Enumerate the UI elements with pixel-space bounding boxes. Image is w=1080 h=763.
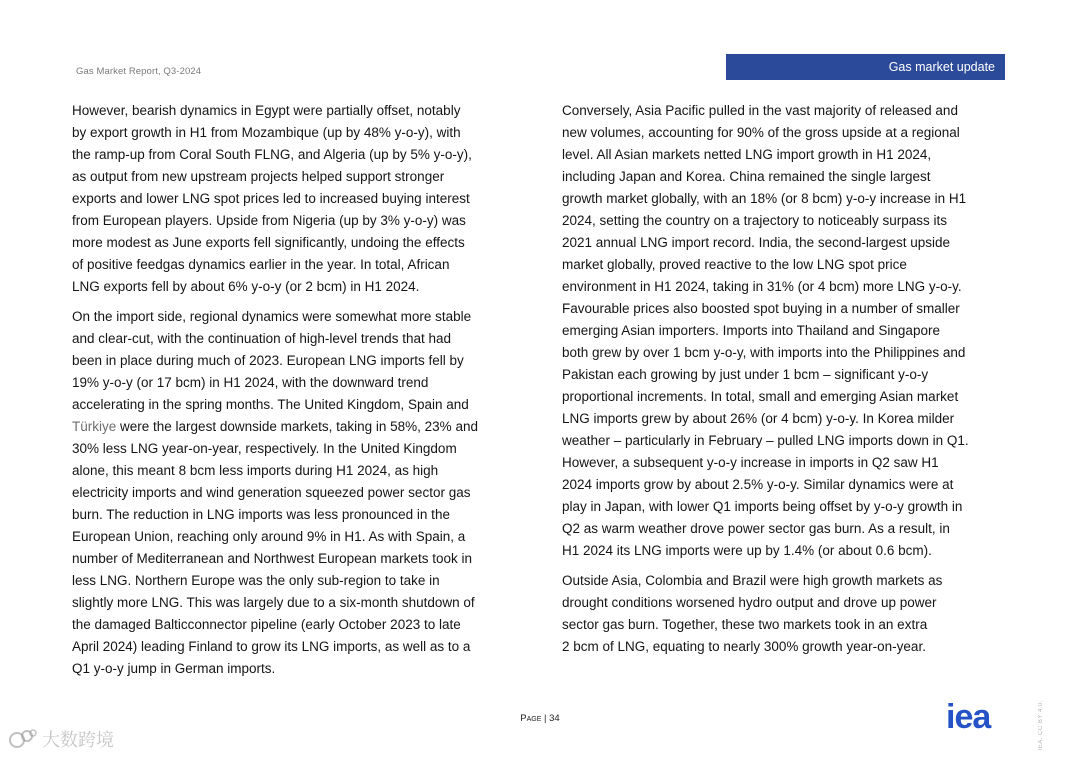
text-line: as output from new upstream projects helped support stronger (72, 169, 445, 184)
page-label: Page (520, 713, 542, 724)
text-line: more modest as June exports fell significantly, undoing the effects (72, 235, 465, 250)
text-line: new volumes, accounting for 90% of the gross upside at a regional (562, 125, 960, 140)
watermark-logo-icon (8, 728, 38, 750)
text-line: of positive feedgas dynamics earlier in the year. In total, African (72, 257, 450, 272)
text-line: drought conditions worsened hydro output and drove up power (562, 595, 937, 610)
text-line: level. All Asian markets netted LNG import growth in H1 2024, (562, 147, 932, 162)
text-line: 19% y-o-y (or 17 bcm) in H1 2024, with the downward trend (72, 375, 429, 390)
page-number-value: 34 (549, 713, 560, 724)
text-line: been in place during much of 2023. European LNG imports fell by (72, 353, 464, 368)
text-line (72, 416, 522, 438)
watermark-text: 大数跨境 (42, 730, 114, 751)
text-line: sector gas burn. Together, these two markets took in an extra (562, 617, 928, 632)
text-line: by export growth in H1 from Mozambique (up by 48% y-o-y), with (72, 125, 461, 140)
text-line: environment in H1 2024, taking in 31% (or 4 bcm) more LNG y-o-y. (562, 279, 962, 294)
text-line: including Japan and Korea. China remained the single largest (562, 169, 931, 184)
text-line: growth market globally, with an 18% (or 8 bcm) y-o-y increase in H1 (562, 191, 967, 206)
text-line: exports and lower LNG spot prices led to increased buying interest (72, 191, 470, 206)
paragraph (72, 100, 522, 298)
text-line: weather – particularly in February – pulled LNG imports down in Q1. (562, 433, 969, 448)
page-separator: | (544, 713, 547, 724)
iea-logo: iea (946, 698, 991, 736)
text-line: less LNG. Northern Europe was the only sub-region to take in (72, 573, 440, 588)
text-line: LNG imports grew by about 26% (or 4 bcm) y-o-y. In Korea milder (562, 411, 955, 426)
text-fragment: were the largest downside markets, taking in 58%, 23% and (116, 419, 478, 434)
text-line: Outside Asia, Colombia and Brazil were high growth markets as (562, 573, 943, 588)
text-line: 2 bcm of LNG, equating to nearly 300% growth year-on-year. (562, 639, 926, 654)
text-line: slightly more LNG. This was largely due to a six-month shutdown of (72, 595, 475, 610)
turkiye-word: Türkiye (72, 419, 117, 434)
text-line: both grew by over 1 bcm y-o-y, with imports into the Philippines and (562, 345, 966, 360)
text-line: LNG exports fell by about 6% y-o-y (or 2 bcm) in H1 2024. (72, 279, 420, 294)
text-line: 30% less LNG year-on-year, respectively. In the United Kingdom (72, 441, 457, 456)
text-line: from European players. Upside from Nigeria (up by 3% y-o-y) was (72, 213, 466, 228)
text-line: electricity imports and wind generation squeezed power sector gas (72, 485, 471, 500)
text-line: However, bearish dynamics in Egypt were partially offset, notably (72, 103, 461, 118)
text-line: market globally, proved reactive to the low LNG spot price (562, 257, 907, 272)
text-line: However, a subsequent y-o-y increase in imports in Q2 saw H1 (562, 455, 939, 470)
right-column (562, 100, 1014, 666)
text-line: 2024, setting the country on a trajectory to noticeably surpass its (562, 213, 947, 228)
paragraph (562, 100, 1014, 562)
text-line: proportional increments. In total, small and emerging Asian market (562, 389, 959, 404)
text-line: 2021 annual LNG import record. India, the second-largest upside (562, 235, 950, 250)
text-line: April 2024) leading Finland to grow its LNG imports, as well as to a (72, 639, 471, 654)
text-line: Favourable prices also boosted spot buying in a number of smaller (562, 301, 960, 316)
text-line: number of Mediterranean and Northwest European markets took in (72, 551, 472, 566)
text-line: and clear-cut, with the continuation of high-level trends that had (72, 331, 451, 346)
text-line: burn. The reduction in LNG imports was less pronounced in the (72, 507, 450, 522)
watermark (8, 726, 114, 752)
report-title: Gas Market Report, Q3-2024 (76, 66, 202, 77)
text-line: the damaged Balticconnector pipeline (early October 2023 to late (72, 617, 461, 632)
text-line: Q2 as warm weather drove power sector gas burn. As a result, in (562, 521, 950, 536)
text-line: Q1 y-o-y jump in German imports. (72, 661, 276, 676)
page-number (0, 713, 1080, 724)
text-line: alone, this meant 8 bcm less imports during H1 2024, as high (72, 463, 439, 478)
license-text: IEA. CC BY 4.0. (1038, 700, 1044, 751)
text-line: accelerating in the spring months. The United Kingdom, Spain and (72, 397, 469, 412)
text-line: 2024 imports grow by about 2.5% y-o-y. Similar dynamics were at (562, 477, 954, 492)
text-line: play in Japan, with lower Q1 imports being offset by y-o-y growth in (562, 499, 963, 514)
text-line: Pakistan each growing by just under 1 bcm – significant y-o-y (562, 367, 929, 382)
left-column (72, 100, 522, 688)
text-line: Conversely, Asia Pacific pulled in the vast majority of released and (562, 103, 958, 118)
paragraph (72, 306, 522, 680)
text-line: the ramp-up from Coral South FLNG, and Algeria (up by 5% y-o-y), (72, 147, 472, 162)
text-line: European Union, reaching only around 9% in H1. As with Spain, a (72, 529, 466, 544)
section-badge: Gas market update (726, 54, 1005, 80)
text-line: On the import side, regional dynamics were somewhat more stable (72, 309, 472, 324)
paragraph (562, 570, 1014, 658)
text-line: H1 2024 its LNG imports were up by 1.4% (or about 0.6 bcm). (562, 543, 932, 558)
text-line: emerging Asian importers. Imports into Thailand and Singapore (562, 323, 940, 338)
